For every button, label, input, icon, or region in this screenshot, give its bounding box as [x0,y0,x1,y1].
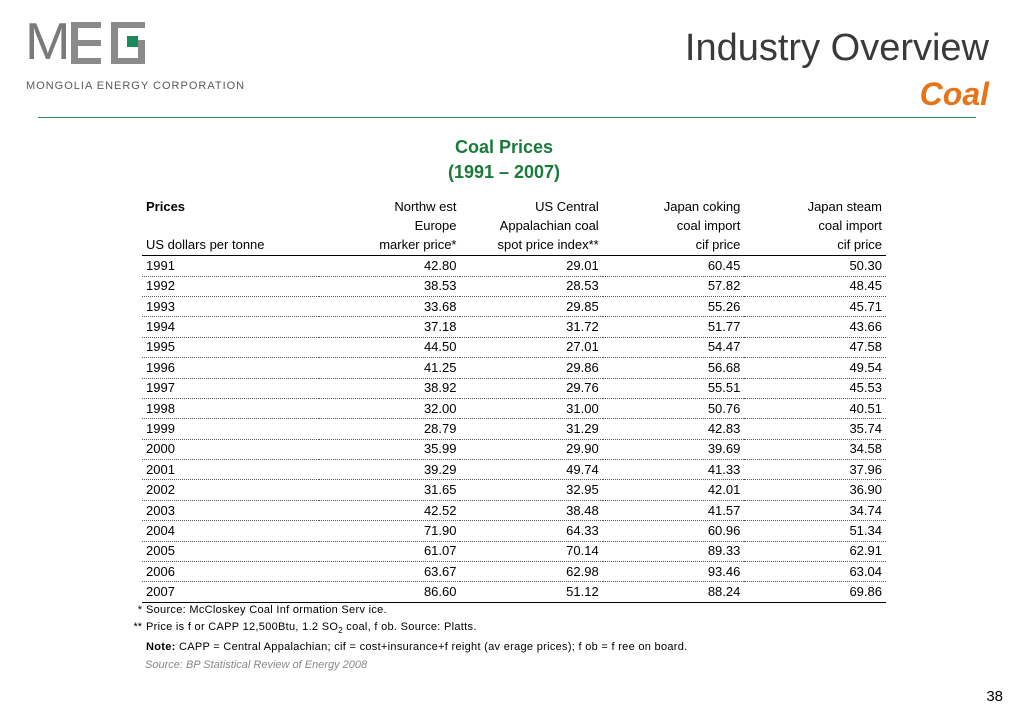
company-logo [24,13,246,92]
table-row [142,460,886,480]
price-cell: 41.57 [603,500,745,520]
table-title: Coal Prices [454,137,554,157]
logo-letter-m: M [24,13,69,71]
logo-letter-e [71,22,109,64]
header-cell: Prices [146,198,186,214]
table-row [142,521,886,541]
page-number: 38 [986,688,1003,705]
header-cell [142,216,319,235]
note-body: CAPP = Central Appalachian; cif = cost+insurance+f reight (av erage prices); f ob = f ree on board. [175,641,688,654]
price-cell: 49.54 [744,358,886,378]
footnote-text: Source: McCloskey Coal Inf ormation Serv ice. [146,604,387,616]
logo-letter-g [111,22,149,64]
price-cell: 29.85 [460,296,602,316]
price-cell: 62.98 [460,562,602,582]
price-cell: 89.33 [603,541,745,561]
footnote-mark: ** [133,621,142,633]
header-cell: Europe [414,218,457,234]
year-cell: 2005 [142,541,319,561]
price-cell: 88.24 [603,582,745,602]
price-cell: 63.67 [319,562,461,582]
price-cell: 29.86 [460,358,602,378]
price-cell: 69.86 [744,582,886,602]
table-row [142,562,886,582]
price-cell: 55.51 [603,378,745,398]
year-cell: 2003 [142,500,319,520]
header-cell: spot price index** [460,236,602,256]
table-row [142,541,886,561]
header-cell: coal import [818,218,882,234]
footnote-2 [118,619,688,639]
price-cell: 28.79 [319,419,461,439]
year-cell: 2002 [142,480,319,500]
table-subtitle: (1991 – 2007) [447,162,561,182]
footnote-text [146,639,688,656]
year-cell: 1991 [142,256,319,276]
price-cell: 62.91 [744,541,886,561]
table-row [142,337,886,357]
price-cell: 42.83 [603,419,745,439]
price-cell: 35.74 [744,419,886,439]
table-row [142,317,886,337]
header-cell: Japan coking [663,198,741,214]
price-cell: 31.29 [460,419,602,439]
price-cell: 55.26 [603,296,745,316]
footnote-text-b: coal, f ob. Source: Platts. [342,621,477,633]
table-row [142,296,886,316]
table-header-row [142,236,886,256]
price-cell: 38.92 [319,378,461,398]
year-cell: 1993 [142,296,319,316]
price-cell: 29.90 [460,439,602,459]
price-cell: 47.58 [744,337,886,357]
price-cell: 38.53 [319,276,461,296]
price-cell: 50.30 [744,256,886,276]
source-citation: Source: BP Statistical Review of Energy 2008 [145,659,368,671]
price-cell: 60.45 [603,256,745,276]
table-row [142,358,886,378]
price-cell: 42.01 [603,480,745,500]
footnotes [118,602,688,656]
table-row [142,378,886,398]
price-cell: 38.48 [460,500,602,520]
year-cell: 1997 [142,378,319,398]
logo-mark [24,13,245,71]
note-label: Note: [146,641,176,654]
year-cell: 1996 [142,358,319,378]
year-cell: 2006 [142,562,319,582]
price-cell: 40.51 [744,398,886,418]
price-cell: 29.01 [460,256,602,276]
price-cell: 41.25 [319,358,461,378]
price-cell: 34.58 [744,439,886,459]
header-cell: US dollars per tonne [142,236,319,256]
header-divider [38,117,976,118]
price-cell: 56.68 [603,358,745,378]
price-cell: 71.90 [319,521,461,541]
price-cell: 42.52 [319,500,461,520]
price-cell: 36.90 [744,480,886,500]
header-cell: US Central [535,198,599,214]
header-cell: Japan steam [807,198,882,214]
price-cell: 49.74 [460,460,602,480]
year-cell: 1999 [142,419,319,439]
header-cell: cif price [603,236,745,256]
table-row [142,500,886,520]
header-cell: cif price [744,236,886,256]
footnote-text [146,619,477,639]
price-cell: 48.45 [744,276,886,296]
price-cell: 50.76 [603,398,745,418]
price-cell: 28.53 [460,276,602,296]
price-cell: 60.96 [603,521,745,541]
price-cell: 35.99 [319,439,461,459]
table-row [142,398,886,418]
price-cell: 37.18 [319,317,461,337]
price-cell: 93.46 [603,562,745,582]
price-cell: 31.00 [460,398,602,418]
page-subtitle: Coal [919,76,989,112]
year-cell: 2007 [142,582,319,602]
year-cell: 1998 [142,398,319,418]
price-cell: 51.12 [460,582,602,602]
price-cell: 70.14 [460,541,602,561]
price-cell: 27.01 [460,337,602,357]
header-cell: Appalachian coal [499,218,599,234]
footnote-mark: * [137,604,142,616]
year-cell: 2001 [142,460,319,480]
price-cell: 51.34 [744,521,886,541]
year-cell: 1992 [142,276,319,296]
coal-prices-table [142,197,886,603]
price-cell: 54.47 [603,337,745,357]
price-cell: 39.29 [319,460,461,480]
price-cell: 32.95 [460,480,602,500]
price-cell: 44.50 [319,337,461,357]
year-cell: 2000 [142,439,319,459]
price-cell: 33.68 [319,296,461,316]
price-cell: 41.33 [603,460,745,480]
table-row [142,480,886,500]
price-cell: 39.69 [603,439,745,459]
header-cell: coal import [676,218,741,234]
header-cell: Northw est [394,198,457,214]
table-row [142,439,886,459]
price-cell: 29.76 [460,378,602,398]
price-cell: 34.74 [744,500,886,520]
price-cell: 86.60 [319,582,461,602]
price-cell: 42.80 [319,256,461,276]
table-row [142,419,886,439]
footnote-1 [118,602,688,619]
price-cell: 61.07 [319,541,461,561]
header-cell: marker price* [319,236,461,256]
price-cell: 63.04 [744,562,886,582]
table-header-row [142,197,886,216]
price-cell: 51.77 [603,317,745,337]
price-cell: 64.33 [460,521,602,541]
price-cell: 45.71 [744,296,886,316]
table-row [142,582,886,602]
year-cell: 1994 [142,317,319,337]
year-cell: 2004 [142,521,319,541]
price-cell: 57.82 [603,276,745,296]
price-cell: 31.72 [460,317,602,337]
price-cell: 43.66 [744,317,886,337]
footnote-text-a: Price is f or CAPP 12,500Btu, 1.2 SO [146,621,339,633]
footnote-3 [118,639,688,656]
logo-company-name: MONGOLIA ENERGY CORPORATION [26,80,246,92]
table-row [142,256,886,276]
price-cell: 45.53 [744,378,886,398]
table-row [142,276,886,296]
price-cell: 31.65 [319,480,461,500]
price-cell: 37.96 [744,460,886,480]
year-cell: 1995 [142,337,319,357]
footnote-subscript: 2 [338,626,343,636]
table-header-row [142,216,886,235]
price-cell: 32.00 [319,398,461,418]
page-title: Industry Overview [684,27,989,69]
